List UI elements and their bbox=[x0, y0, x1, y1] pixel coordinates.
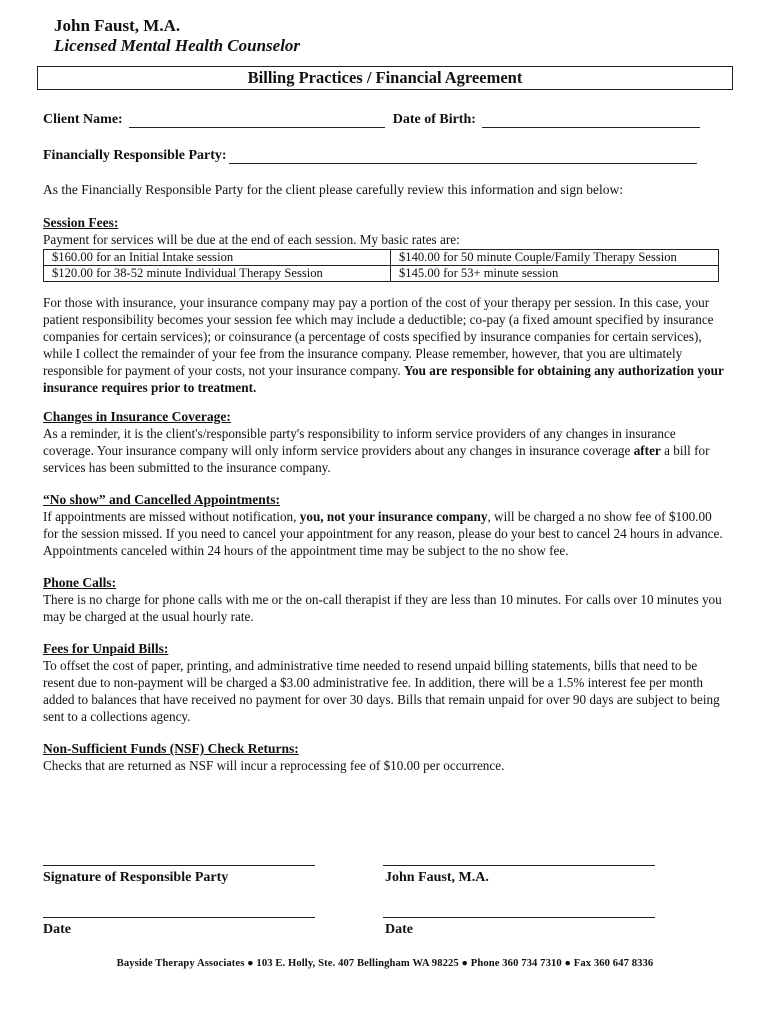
dob-label: Date of Birth: bbox=[392, 112, 476, 127]
responsible-date-label: Date bbox=[43, 922, 71, 937]
client-info-row bbox=[43, 112, 727, 128]
noshow-bold-text: you, not your insurance company bbox=[299, 509, 488, 524]
changes-paragraph bbox=[43, 425, 727, 476]
therapist-date-line[interactable] bbox=[383, 917, 655, 918]
client-name-label: Client Name: bbox=[43, 112, 123, 127]
noshow-text-b: , will be charged a no show fee of $100.00 for the session missed. If you need to cancel your appointment for any reason, please do your best to cancel 24 hours in advance. Appointments canceled within 24 hours of the appointment time may be subject to the no show fee. bbox=[43, 509, 723, 558]
document-title: Billing Practices / Financial Agreement bbox=[37, 66, 733, 90]
therapist-signature-line[interactable] bbox=[383, 865, 655, 866]
section-phone-calls bbox=[43, 574, 727, 625]
changes-text-a: As a reminder, it is the client's/responsible party's responsibility to inform service providers of any changes in insurance coverage. Your insurance company will only inform service providers about any changes in insurance coverage bbox=[43, 426, 676, 458]
rate-cell: $120.00 for 38-52 minute Individual Therapy Session bbox=[44, 266, 391, 282]
unpaid-heading: Fees for Unpaid Bills: bbox=[43, 641, 169, 656]
section-session-fees bbox=[43, 214, 727, 396]
responsible-signature-label: Signature of Responsible Party bbox=[43, 870, 229, 885]
rate-cell: $160.00 for an Initial Intake session bbox=[44, 250, 391, 266]
responsible-party-field[interactable] bbox=[229, 149, 697, 164]
insurance-bold-text: You are responsible for obtaining any authorization your insurance requires prior to treatment. bbox=[43, 363, 724, 395]
therapist-date-label: Date bbox=[385, 922, 413, 937]
changes-heading: Changes in Insurance Coverage: bbox=[43, 409, 231, 424]
nsf-heading: Non-Sufficient Funds (NSF) Check Returns: bbox=[43, 741, 299, 756]
table-row bbox=[44, 250, 719, 266]
session-fees-text: Payment for services will be due at the end of each session. My basic rates are: bbox=[43, 232, 460, 247]
responsible-party-label: Financially Responsible Party: bbox=[43, 148, 227, 163]
section-insurance-changes bbox=[43, 408, 727, 476]
section-unpaid-bills bbox=[43, 640, 727, 725]
insurance-paragraph bbox=[43, 294, 727, 396]
responsible-date-line[interactable] bbox=[43, 917, 315, 918]
nsf-text: Checks that are returned as NSF will incur a reprocessing fee of $10.00 per occurrence. bbox=[43, 758, 505, 773]
rate-cell: $145.00 for 53+ minute session bbox=[391, 266, 719, 282]
unpaid-text: To offset the cost of paper, printing, and administrative time needed to resend unpaid billing statements, bills that need to be resent due to non-payment will be charged a $3.00 administrative fee. In addition, there will be a 1.5% interest fee per month added to balances that have received no payment for over 30 days. Bills that remain unpaid for over 90 days are subject to being sent to a collections agency. bbox=[43, 658, 720, 724]
section-no-show bbox=[43, 491, 727, 559]
dob-field[interactable] bbox=[482, 113, 700, 128]
responsible-signature-line[interactable] bbox=[43, 865, 315, 866]
noshow-paragraph bbox=[43, 508, 727, 559]
insurance-text: For those with insurance, your insurance company may pay a portion of the cost of your therapy per session. In this case, your patient responsibility becomes your session fee which may include a deductible; co-pay (a fixed amount specified by insurance companies for certain services); or coinsurance (a percentage of costs specified by insurance companies for certain services), while I collect the remainder of your fee from the insurance company. Please remember, however, that you are ultimately responsible for payment of your costs, not your insurance company. bbox=[43, 295, 714, 378]
page-footer: Bayside Therapy Associates ● 103 E. Holly, Ste. 407 Bellingham WA 98225 ● Phone 360 734 7310 ● Fax 360 647 8336 bbox=[116, 958, 654, 969]
table-row bbox=[44, 266, 719, 282]
rate-cell: $140.00 for 50 minute Couple/Family Therapy Session bbox=[391, 250, 719, 266]
provider-title: Licensed Mental Health Counselor bbox=[54, 36, 301, 55]
section-nsf bbox=[43, 740, 727, 774]
client-name-field[interactable] bbox=[129, 113, 385, 128]
provider-name: John Faust, M.A. bbox=[54, 16, 181, 35]
therapist-signature-label: John Faust, M.A. bbox=[385, 870, 489, 885]
intro-text: As the Financially Responsible Party for the client please carefully review this information and sign below: bbox=[43, 182, 623, 197]
responsible-party-row bbox=[43, 148, 727, 164]
phone-heading: Phone Calls: bbox=[43, 575, 117, 590]
session-fees-heading: Session Fees: bbox=[43, 215, 119, 230]
changes-text-b: a bill for services has been submitted to the insurance company. bbox=[43, 443, 710, 475]
phone-text: There is no charge for phone calls with me or the on-call therapist if they are less than 10 minutes. For calls over 10 minutes you may be charged at the usual hourly rate. bbox=[43, 592, 722, 624]
rates-table bbox=[43, 249, 719, 282]
noshow-heading: “No show” and Cancelled Appointments: bbox=[43, 492, 281, 507]
changes-bold-text: after bbox=[633, 443, 661, 458]
noshow-text-a: If appointments are missed without notification, bbox=[43, 509, 297, 524]
